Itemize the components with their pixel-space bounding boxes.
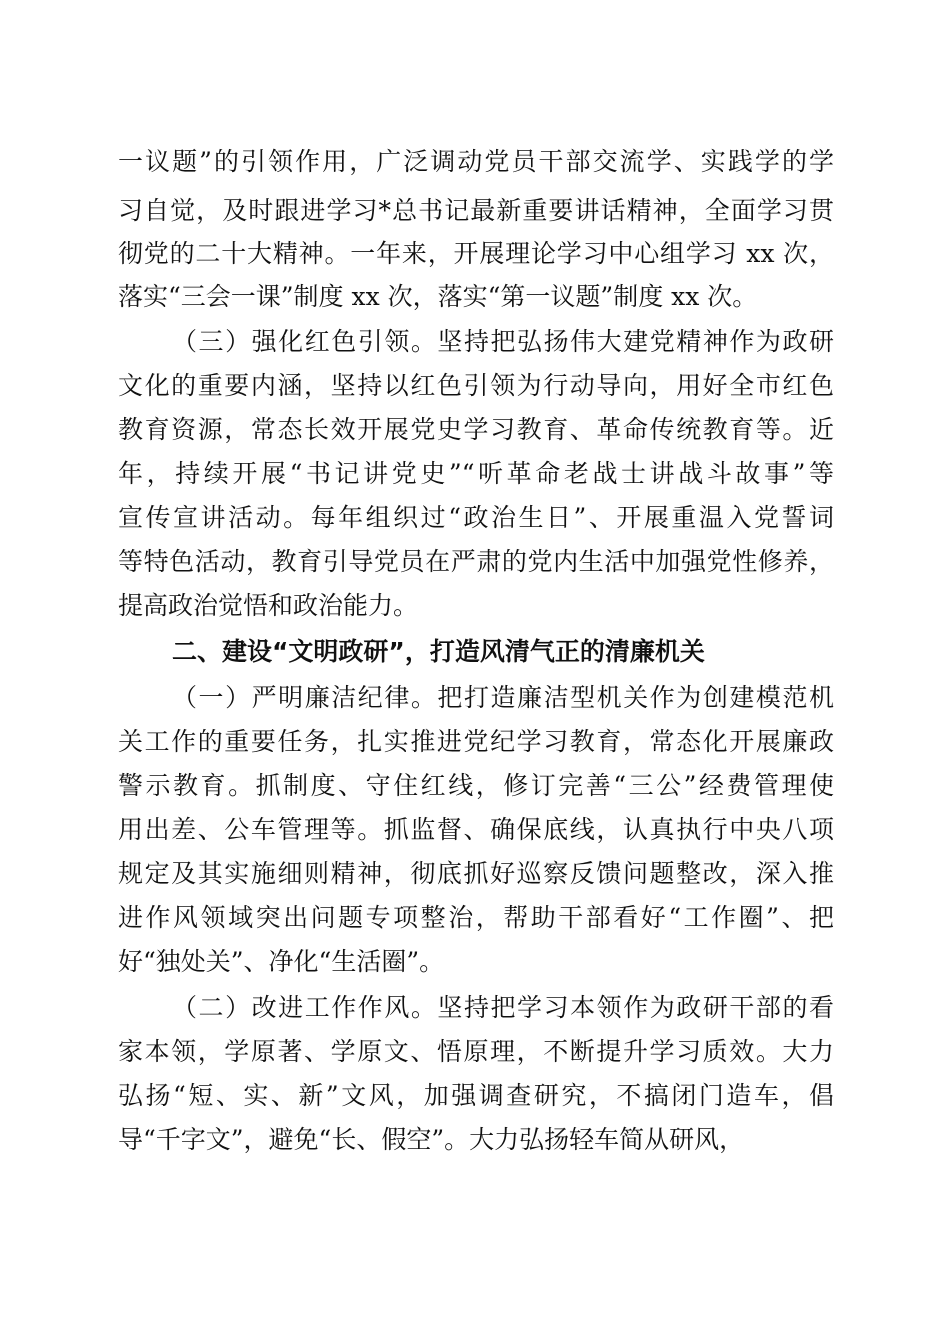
text-line: 弘扬“短、实、新”文风，加强调查研究，不搞闭门造车，倡: [118, 1081, 834, 1110]
text-line: 警示教育。抓制度、守住红线，修订完善“三公”经费管理使: [118, 771, 834, 800]
text-line: 关工作的重要任务，扎实推进党纪学习教育，常态化开展廉政: [118, 727, 834, 756]
text-line: 好“独处关”、净化“生活圈”。: [118, 947, 445, 976]
text-line: （三）强化红色引领。坚持把弘扬伟大建党精神作为政研: [172, 327, 834, 356]
text-line: 导“千字文”，避免“长、假空”。大力弘扬轻车简从研风，: [118, 1125, 745, 1154]
text-line: 家本领，学原著、学原文、悟原理，不断提升学习质效。大力: [118, 1037, 834, 1066]
text-line: 用出差、公车管理等。抓监督、确保底线，认真执行中央八项: [118, 815, 834, 844]
text-line: （二）改进工作作风。坚持把学习本领作为政研干部的看: [172, 993, 834, 1022]
text-line: （一）严明廉洁纪律。把打造廉洁型机关作为创建模范机: [172, 683, 834, 712]
text-line: 彻党的二十大精神。一年来，开展理论学习中心组学习 xx 次，: [118, 239, 834, 268]
text-line: 年，持续开展“书记讲党史”“听革命老战士讲战斗故事”等: [118, 459, 834, 488]
text-line: 进作风领域突出问题专项整治，帮助干部看好“工作圈”、把: [118, 903, 834, 932]
text-line: 文化的重要内涵，坚持以红色引领为行动导向，用好全市红色: [118, 371, 834, 400]
text-line: 习自觉，及时跟进学习*总书记最新重要讲话精神，全面学习贯: [118, 196, 834, 225]
text-line: 等特色活动，教育引导党员在严肃的党内生活中加强党性修养，: [118, 547, 834, 576]
section-heading: 二、建设“文明政研”，打造风清气正的清廉机关: [172, 637, 705, 666]
text-line: 落实“三会一课”制度 xx 次，落实“第一议题”制度 xx 次。: [118, 282, 758, 311]
text-line: 规定及其实施细则精神，彻底抓好巡察反馈问题整改，深入推: [118, 859, 834, 888]
text-line: 宣传宣讲活动。每年组织过“政治生日”、开展重温入党誓词: [118, 503, 834, 532]
text-line: 一议题”的引领作用，广泛调动党员干部交流学、实践学的学: [118, 147, 834, 176]
text-line: 教育资源，常态长效开展党史学习教育、革命传统教育等。近: [118, 415, 834, 444]
text-line: 提高政治觉悟和政治能力。: [118, 591, 419, 620]
